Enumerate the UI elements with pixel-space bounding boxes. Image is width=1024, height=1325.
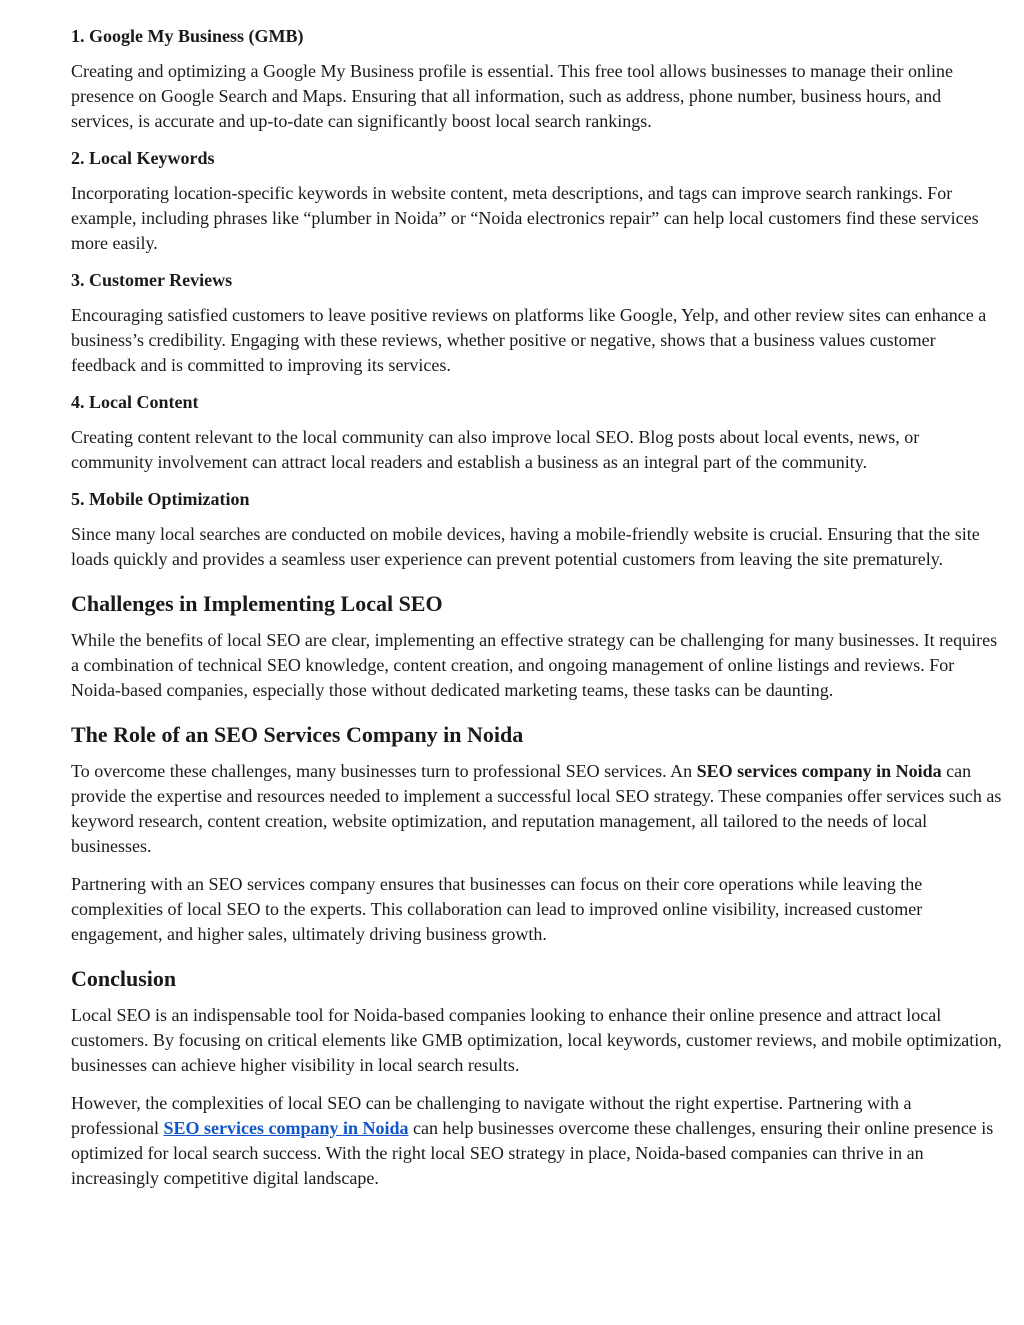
- mobile-optimization-paragraph: Since many local searches are conducted on mobile devices, having a mobile-friendly website is crucial. Ensuring that the site loads quickly and provides a seamless user experience can prevent potential customers from leaving the site prematurely.: [71, 524, 980, 569]
- local-content-heading: 4. Local Content: [71, 392, 199, 412]
- seo-company-role-heading: The Role of an SEO Services Company in Noida: [71, 722, 524, 747]
- mobile-optimization-heading: 5. Mobile Optimization: [71, 489, 250, 509]
- seo-company-role-paragraph-1: [71, 759, 1003, 859]
- conclusion-paragraph-2: [71, 1091, 1003, 1191]
- conclusion-text-before: However, the complexities of local SEO can be challenging to navigate without the right expertise. Partnering with a professional: [71, 1093, 912, 1138]
- role-text-after: can provide the expertise and resources needed to implement a successful local SEO strategy. These companies offer services such as keyword research, content creation, website optimization, and reputation management, all tailored to the needs of local businesses.: [71, 761, 1002, 856]
- gmb-heading: 1. Google My Business (GMB): [71, 26, 304, 46]
- local-keywords-paragraph: Incorporating location-specific keywords in website content, meta descriptions, and tags can improve search rankings. For example, including phrases like “plumber in Noida” or “Noida electronics repair” can help local customers find these services more easily.: [71, 183, 979, 253]
- customer-reviews-paragraph: Encouraging satisfied customers to leave positive reviews on platforms like Google, Yelp, and other review sites can enhance a business’s credibility. Engaging with these reviews, whether positive or negative, shows that a business values customer feedback and is committed to improving its services.: [71, 305, 987, 375]
- role-bold-phrase: SEO services company in Noida: [696, 761, 942, 781]
- local-content-paragraph: Creating content relevant to the local community can also improve local SEO. Blog posts about local events, news, or community involvement can attract local readers and establish a business as an integral part of the community.: [71, 427, 920, 472]
- seo-company-role-paragraph-2: Partnering with an SEO services company ensures that businesses can focus on their core operations while leaving the complexities of local SEO to the experts. This collaboration can lead to improved online visibility, increased customer engagement, and higher sales, ultimately driving business growth.: [71, 874, 923, 944]
- gmb-paragraph: Creating and optimizing a Google My Business profile is essential. This free tool allows businesses to manage their online presence on Google Search and Maps. Ensuring that all information, such as address, phone number, business hours, and services, is accurate and up-to-date can significantly boost local search rankings.: [71, 61, 954, 131]
- local-keywords-heading: 2. Local Keywords: [71, 148, 215, 168]
- customer-reviews-heading: 3. Customer Reviews: [71, 270, 233, 290]
- conclusion-paragraph-1: Local SEO is an indispensable tool for Noida-based companies looking to enhance their online presence and attract local customers. By focusing on critical elements like GMB optimization, local keywords, customer reviews, and mobile optimization, businesses can achieve higher visibility in local search results.: [71, 1005, 1002, 1075]
- conclusion-heading: Conclusion: [71, 966, 177, 991]
- conclusion-text-after: can help businesses overcome these challenges, ensuring their online presence is optimized for local search success. With the right local SEO strategy in place, Noida-based companies can thrive in an increasingly competitive digital landscape.: [71, 1118, 994, 1188]
- challenges-paragraph: While the benefits of local SEO are clear, implementing an effective strategy can be challenging for many businesses. It requires a combination of technical SEO knowledge, content creation, and ongoing management of online listings and reviews. For Noida-based companies, especially those without dedicated marketing teams, these tasks can be daunting.: [71, 630, 998, 700]
- role-text-before: To overcome these challenges, many businesses turn to professional SEO services. An: [71, 761, 697, 781]
- seo-services-company-link[interactable]: SEO services company in Noida: [163, 1118, 409, 1138]
- challenges-heading: Challenges in Implementing Local SEO: [71, 591, 443, 616]
